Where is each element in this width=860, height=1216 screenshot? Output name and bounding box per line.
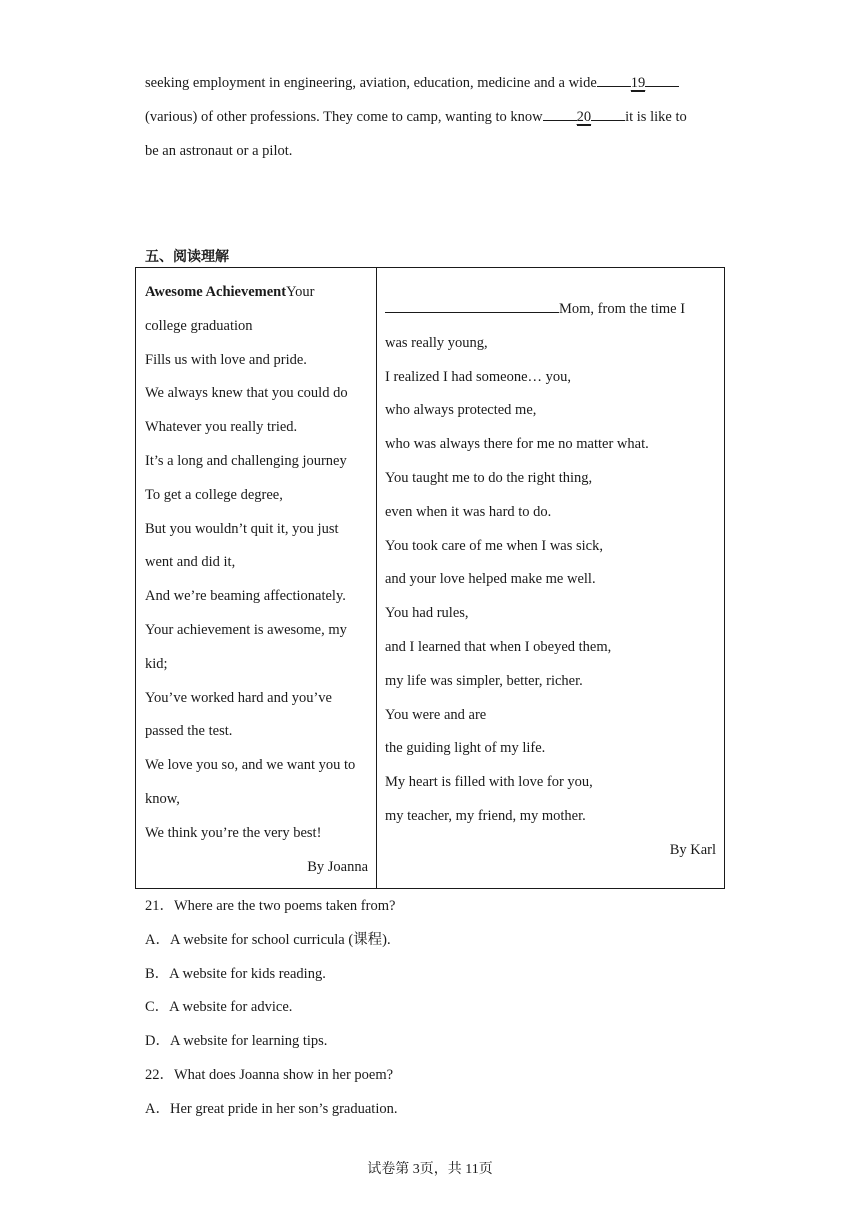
poem-left-line: Your achievement is awesome, my [145,621,347,638]
poem-right-line: You took care of me when I was sick, [385,537,603,554]
poem-left-line: And we’re beaming affectionately. [145,588,346,605]
cloze-line-1-text: seeking employment in engineering, aviation, education, medicine and a wide [145,75,597,91]
cloze-line-1 [145,66,725,100]
poem-left-line: You’ve worked hard and you’ve [145,689,332,706]
cloze-line-2-text: (various) of other professions. They come to camp, wanting to know [145,109,543,125]
cloze-line-3: be an astronaut or a pilot. [145,143,293,159]
poem-left-line [145,276,368,310]
poem-right-line: You taught me to do the right thing, [385,469,593,486]
blank-20[interactable] [543,100,626,134]
poem-right-line [385,293,716,327]
poem-right-line: even when it was hard to do. [385,503,552,520]
poem-left-line: Whatever you really tried. [145,419,298,436]
poem-right-author: By Karl [669,841,716,858]
question-list [145,890,725,1127]
poem-right-line: was really young, [385,334,488,351]
blank-19-number: 19 [630,75,646,91]
blank-20-number: 20 [576,109,592,125]
poem-left-line-text: Your [286,284,315,300]
poem-right-line: and I learned that when I obeyed them, [385,638,612,655]
question-21-option-a[interactable]: A．A website for school curricula (课程). [145,931,391,948]
question-22-option-a[interactable]: A．Her great pride in her son’s graduation. [145,1100,398,1117]
poem-left-line: We always knew that you could do [145,385,348,402]
poem-awesome-achievement [136,268,377,888]
poem-left-line: Fills us with love and pride. [145,351,307,368]
poem-left-line: went and did it, [145,554,236,571]
poem-right-line: my life was simpler, better, richer. [385,672,583,689]
poem-right-line: You had rules, [385,605,469,622]
poem-right-line: My heart is filled with love for you, [385,774,593,791]
page-footer: 试卷第 3页，共 11页 [367,1162,493,1177]
question-21-option-c[interactable]: C．A website for advice. [145,999,293,1016]
poem-left-line: We think you’re the very best! [145,824,322,841]
poem-right-line: who was always there for me no matter what. [385,436,649,453]
poem-left-line: college graduation [145,317,253,334]
question-21-option-b[interactable]: B．A website for kids reading. [145,965,326,982]
poem-right-line: and your love helped make me well. [385,571,596,588]
poem-left-line: passed the test. [145,723,233,740]
poem-right-line-text: Mom, from the time I [559,301,686,317]
poem-left-title: Awesome Achievement [145,284,287,300]
poem-left-line: It’s a long and challenging journey [145,452,347,469]
poem-mom [377,268,724,888]
poem-right-line: the guiding light of my life. [385,740,546,757]
poem-left-author: By Joanna [307,858,368,875]
poem-right-line: I realized I had someone… you, [385,368,572,385]
poem-table [135,267,725,889]
poem-left-line: know, [145,790,180,807]
question-21-option-d[interactable]: D．A website for learning tips. [145,1033,328,1050]
poem-left-line: But you wouldn’t quit it, you just [145,520,339,537]
poem-right-line: my teacher, my friend, my mother. [385,807,586,824]
poem-left-line: We love you so, and we want you to [145,757,356,774]
section-title: 五、阅读理解 [145,249,229,265]
poem-right-line: who always protected me, [385,402,537,419]
poem-left-line: kid; [145,655,168,672]
cloze-passage-fragment [145,66,725,168]
cloze-line-2-tail: it is like to [625,109,687,125]
question-21-stem: 21．Where are the two poems taken from? [145,898,396,914]
title-blank[interactable] [385,298,559,313]
cloze-line-2 [145,100,725,134]
blank-19[interactable] [597,66,680,100]
poem-left-line: To get a college degree, [145,486,283,503]
poem-right-line: You were and are [385,706,487,723]
question-22-stem: 22．What does Joanna show in her poem? [145,1066,394,1083]
